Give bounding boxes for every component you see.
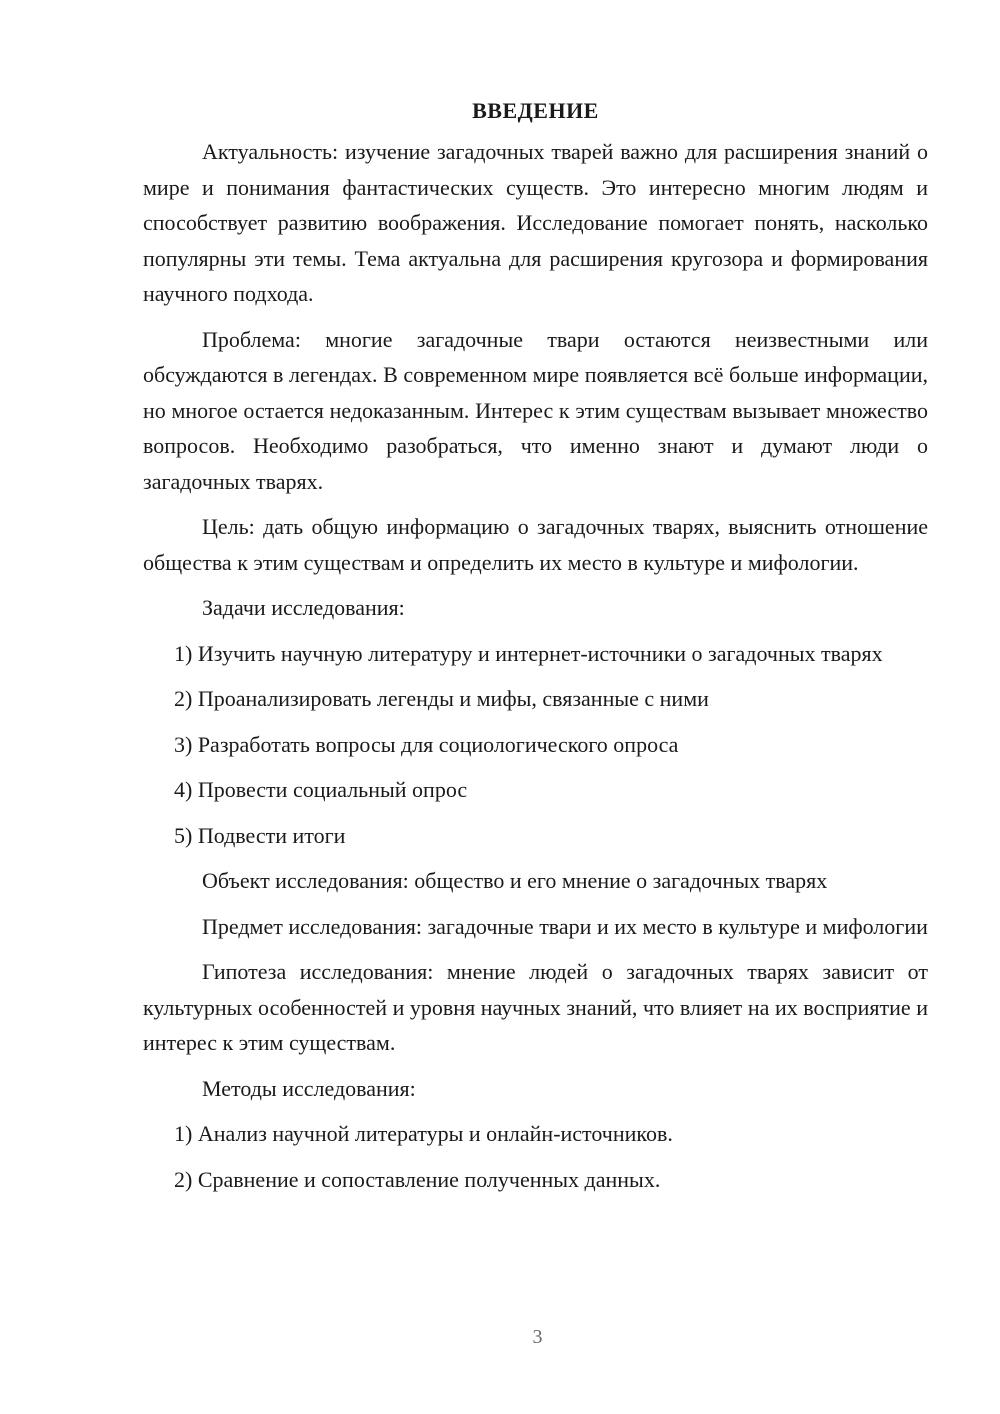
task-item: 5) Подвести итоги: [174, 822, 346, 848]
paragraph-relevance: Актуальность: изучение загадочных тварей важно для расширения знаний о мире и понимания фантастических существ. Это интересно многим людям и способствует развитию воображения. Исследование помогает понять, насколько популярны эти темы. Тема актуальна для расширения кругозора и формирования научного подхода.: [143, 139, 928, 306]
task-item: 2) Проанализировать легенды и мифы, связанные с ними: [174, 686, 709, 711]
method-item: 2) Сравнение и сопоставление полученных данных.: [174, 1166, 661, 1192]
paragraph-problem: Проблема: многие загадочные твари остаются неизвестными или обсуждаются в легендах. В современном мире появляется всё больше информации, но многое остается недоказанным. Интерес к этим существам вызывает множество вопросов. Необходимо разобраться, что именно знают и думают люди о загадочных тварях.: [143, 326, 928, 494]
paragraph-hypothesis: Гипотеза исследования: мнение людей о загадочных тварях зависит от культурных особенностей и уровня научных знаний, что влияет на их восприятие и интерес к этим существам.: [143, 959, 928, 1055]
methods-heading: Методы исследования:: [202, 1075, 416, 1101]
task-item: 1) Изучить научную литературу и интернет-источники о загадочных тварях: [174, 640, 883, 666]
method-item: 1) Анализ научной литературы и онлайн-источников.: [174, 1121, 673, 1146]
tasks-heading: Задачи исследования:: [202, 595, 405, 620]
document-page: [143, 94, 928, 1197]
task-item: 4) Провести социальный опрос: [174, 777, 468, 802]
paragraph-goal: Цель: дать общую информацию о загадочных тварях, выяснить отношение общества к этим существам и определить их место в культуре и мифологии.: [143, 514, 928, 575]
section-title: ВВЕДЕНИЕ: [472, 98, 599, 123]
paragraph-subject: Предмет исследования: загадочные твари и их место в культуре и мифологии: [202, 913, 928, 939]
paragraph-object: Объект исследования: общество и его мнение о загадочных тварях: [202, 868, 828, 893]
page-number: 3: [532, 1326, 543, 1348]
task-item: 3) Разработать вопросы для социологического опроса: [174, 731, 679, 757]
